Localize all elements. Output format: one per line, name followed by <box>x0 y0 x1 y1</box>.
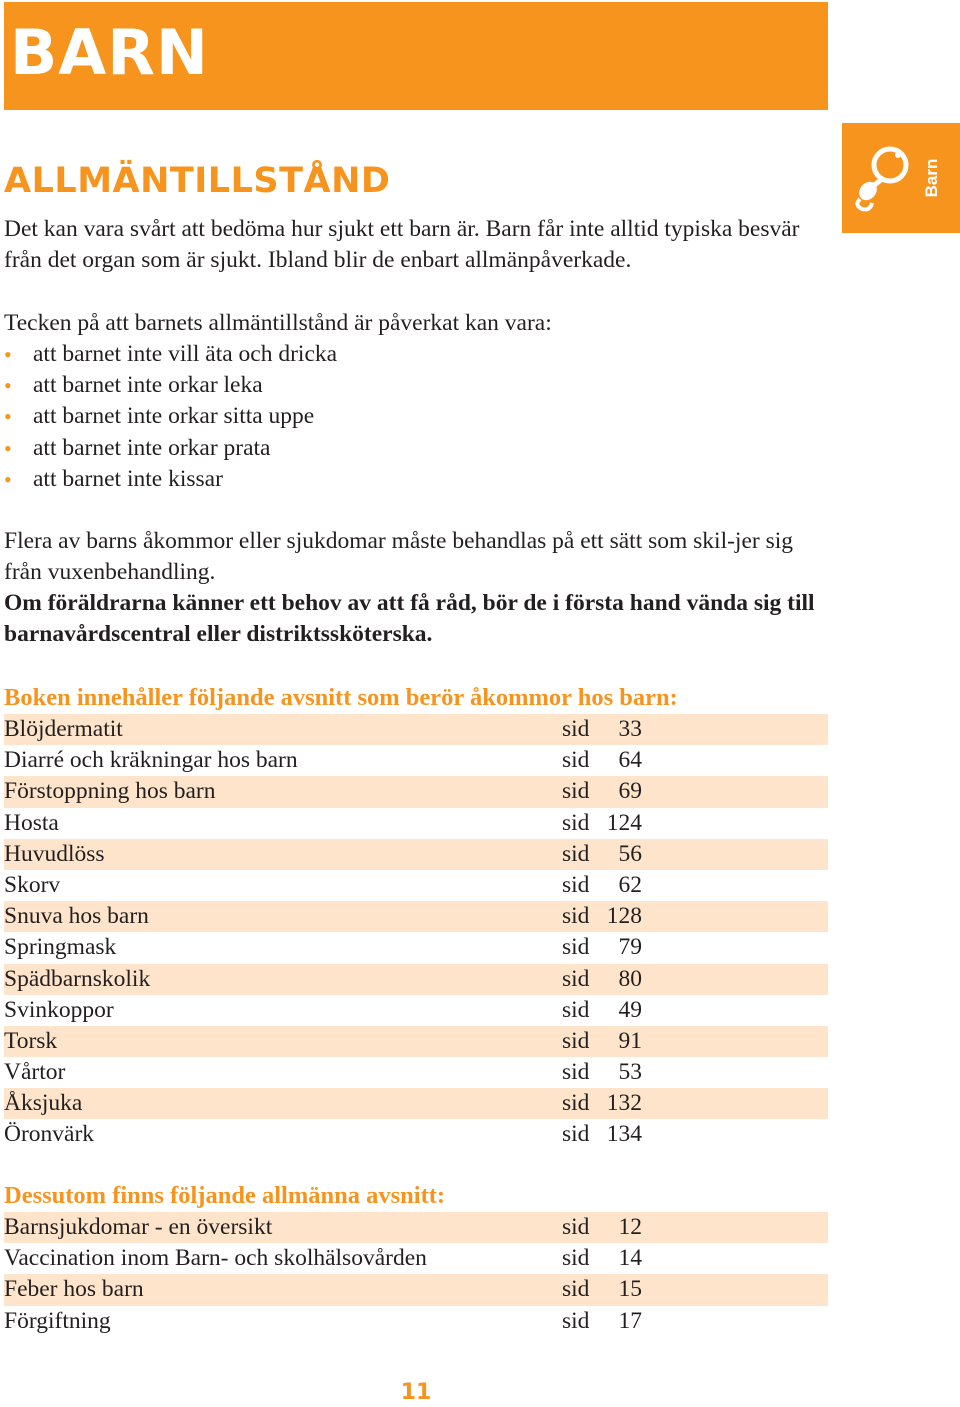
list-item <box>4 401 834 432</box>
toc-row <box>4 1306 828 1337</box>
toc-page-number: 134 <box>606 1121 642 1148</box>
toc-sid-label: sid <box>562 1214 590 1240</box>
general-heading: Dessutom finns följande allmänna avsnitt: <box>4 1182 446 1209</box>
chapter-title: BARN <box>10 16 209 89</box>
toc-row <box>4 1088 828 1119</box>
toc-row <box>4 1026 828 1057</box>
toc-entry-name: Snuva hos barn <box>4 903 149 930</box>
toc-sid-label: sid <box>562 996 590 1023</box>
toc-entry-name: Hosta <box>4 809 59 836</box>
toc-page-number: 132 <box>606 1090 642 1117</box>
page-number: 11 <box>400 1380 432 1405</box>
toc-entry-name: Blöjdermatit <box>4 716 123 742</box>
toc-page-number: 79 <box>618 934 642 961</box>
toc-sid-label: sid <box>562 1059 590 1086</box>
topics-heading: Boken innehåller följande avsnitt som berör åkommor hos barn: <box>4 684 678 711</box>
toc-sid-label: sid <box>562 1090 590 1117</box>
toc-sid-label: sid <box>562 1276 590 1303</box>
toc-entry-name: Skorv <box>4 871 61 898</box>
toc-entry-name: Diarré och kräkningar hos barn <box>4 747 298 774</box>
toc-page-number: 53 <box>618 1059 642 1086</box>
list-item-text: att barnet inte orkar prata <box>33 434 271 461</box>
toc-row <box>4 714 828 745</box>
toc-page-number: 128 <box>606 903 642 930</box>
toc-page-number: 69 <box>618 778 642 805</box>
toc-page-number: 80 <box>618 965 642 992</box>
list-item <box>4 464 834 495</box>
toc-row <box>4 1212 828 1243</box>
toc-row <box>4 776 828 807</box>
toc-sid-label: sid <box>562 934 590 961</box>
treatment-paragraph: Flera av barns åkommor eller sjukdomar måste behandlas på ett sätt som skil-jer sig från vuxenbehandling. <box>4 528 794 586</box>
toc-sid-label: sid <box>562 1121 590 1148</box>
list-item-text: att barnet inte orkar sitta uppe <box>33 403 315 430</box>
list-item-text: att barnet inte orkar leka <box>33 372 263 399</box>
toc-entry-name: Barnsjukdomar - en översikt <box>4 1214 273 1240</box>
toc-page-number: 64 <box>618 747 642 774</box>
toc-row <box>4 932 828 963</box>
toc-entry-name: Förgiftning <box>4 1307 111 1334</box>
topics-list <box>4 714 828 1151</box>
toc-entry-name: Öronvärk <box>4 1121 95 1148</box>
toc-sid-label: sid <box>562 840 590 867</box>
toc-entry-name: Vaccination inom Barn- och skolhälsovården <box>4 1245 427 1272</box>
intro-paragraph: Det kan vara svårt att bedöma hur sjukt ett barn är. Barn får inte alltid typiska besvär från det organ som är sjukt. Ibland blir de enbart allmänpåverkade. <box>4 216 800 274</box>
toc-sid-label: sid <box>562 1307 590 1334</box>
list-item-text: att barnet inte vill äta och dricka <box>33 341 338 367</box>
toc-page-number: 33 <box>618 716 642 742</box>
toc-row <box>4 745 828 776</box>
toc-row <box>4 1274 828 1305</box>
toc-row <box>4 1057 828 1088</box>
bullet-icon: • <box>4 404 12 430</box>
toc-row <box>4 1243 828 1274</box>
toc-row <box>4 1119 828 1150</box>
toc-sid-label: sid <box>562 1027 590 1054</box>
toc-page-number: 91 <box>618 1027 642 1054</box>
bullet-icon: • <box>4 435 12 461</box>
toc-entry-name: Spädbarnskolik <box>4 965 151 992</box>
toc-page-number: 124 <box>606 809 642 836</box>
toc-entry-name: Torsk <box>4 1027 58 1054</box>
bullet-icon: • <box>4 466 12 492</box>
toc-page-number: 62 <box>618 871 642 898</box>
list-item <box>4 433 834 464</box>
toc-entry-name: Svinkoppor <box>4 996 114 1023</box>
toc-page-number: 12 <box>618 1214 642 1240</box>
list-item-text: att barnet inte kissar <box>33 465 223 492</box>
section-heading: ALLMÄNTILLSTÅND <box>4 161 391 201</box>
toc-entry-name: Förstoppning hos barn <box>4 778 216 805</box>
toc-sid-label: sid <box>562 747 590 774</box>
toc-sid-label: sid <box>562 903 590 930</box>
chapter-tab-label: Barn <box>922 158 941 198</box>
toc-sid-label: sid <box>562 778 590 805</box>
advice-paragraph: Om föräldrarna känner ett behov av att få råd, bör de i första hand vända sig till barnavårdscentral eller distriktssköterska. <box>4 590 815 648</box>
chapter-banner <box>4 2 828 110</box>
toc-page-number: 17 <box>618 1307 642 1334</box>
signs-intro: Tecken på att barnets allmäntillstånd är påverkat kan vara: <box>4 310 552 336</box>
pacifier-icon <box>852 143 914 213</box>
list-item <box>4 339 834 370</box>
toc-page-number: 14 <box>618 1245 642 1272</box>
toc-entry-name: Feber hos barn <box>4 1276 144 1303</box>
toc-sid-label: sid <box>562 809 590 836</box>
bullet-icon: • <box>4 373 12 399</box>
toc-row <box>4 901 828 932</box>
toc-entry-name: Springmask <box>4 934 117 961</box>
bullet-icon: • <box>4 342 12 367</box>
toc-row <box>4 839 828 870</box>
toc-page-number: 49 <box>618 996 642 1023</box>
toc-row <box>4 808 828 839</box>
toc-sid-label: sid <box>562 965 590 992</box>
toc-entry-name: Vårtor <box>4 1059 66 1086</box>
toc-sid-label: sid <box>562 1245 590 1272</box>
toc-row <box>4 964 828 995</box>
toc-row <box>4 995 828 1026</box>
toc-row <box>4 870 828 901</box>
toc-page-number: 56 <box>618 840 642 867</box>
toc-sid-label: sid <box>562 871 590 898</box>
toc-entry-name: Huvudlöss <box>4 840 105 867</box>
general-list <box>4 1212 828 1337</box>
signs-list <box>4 339 834 495</box>
toc-entry-name: Åksjuka <box>4 1090 83 1117</box>
toc-sid-label: sid <box>562 716 590 742</box>
chapter-tab <box>842 123 960 233</box>
list-item <box>4 370 834 401</box>
toc-page-number: 15 <box>618 1276 642 1303</box>
